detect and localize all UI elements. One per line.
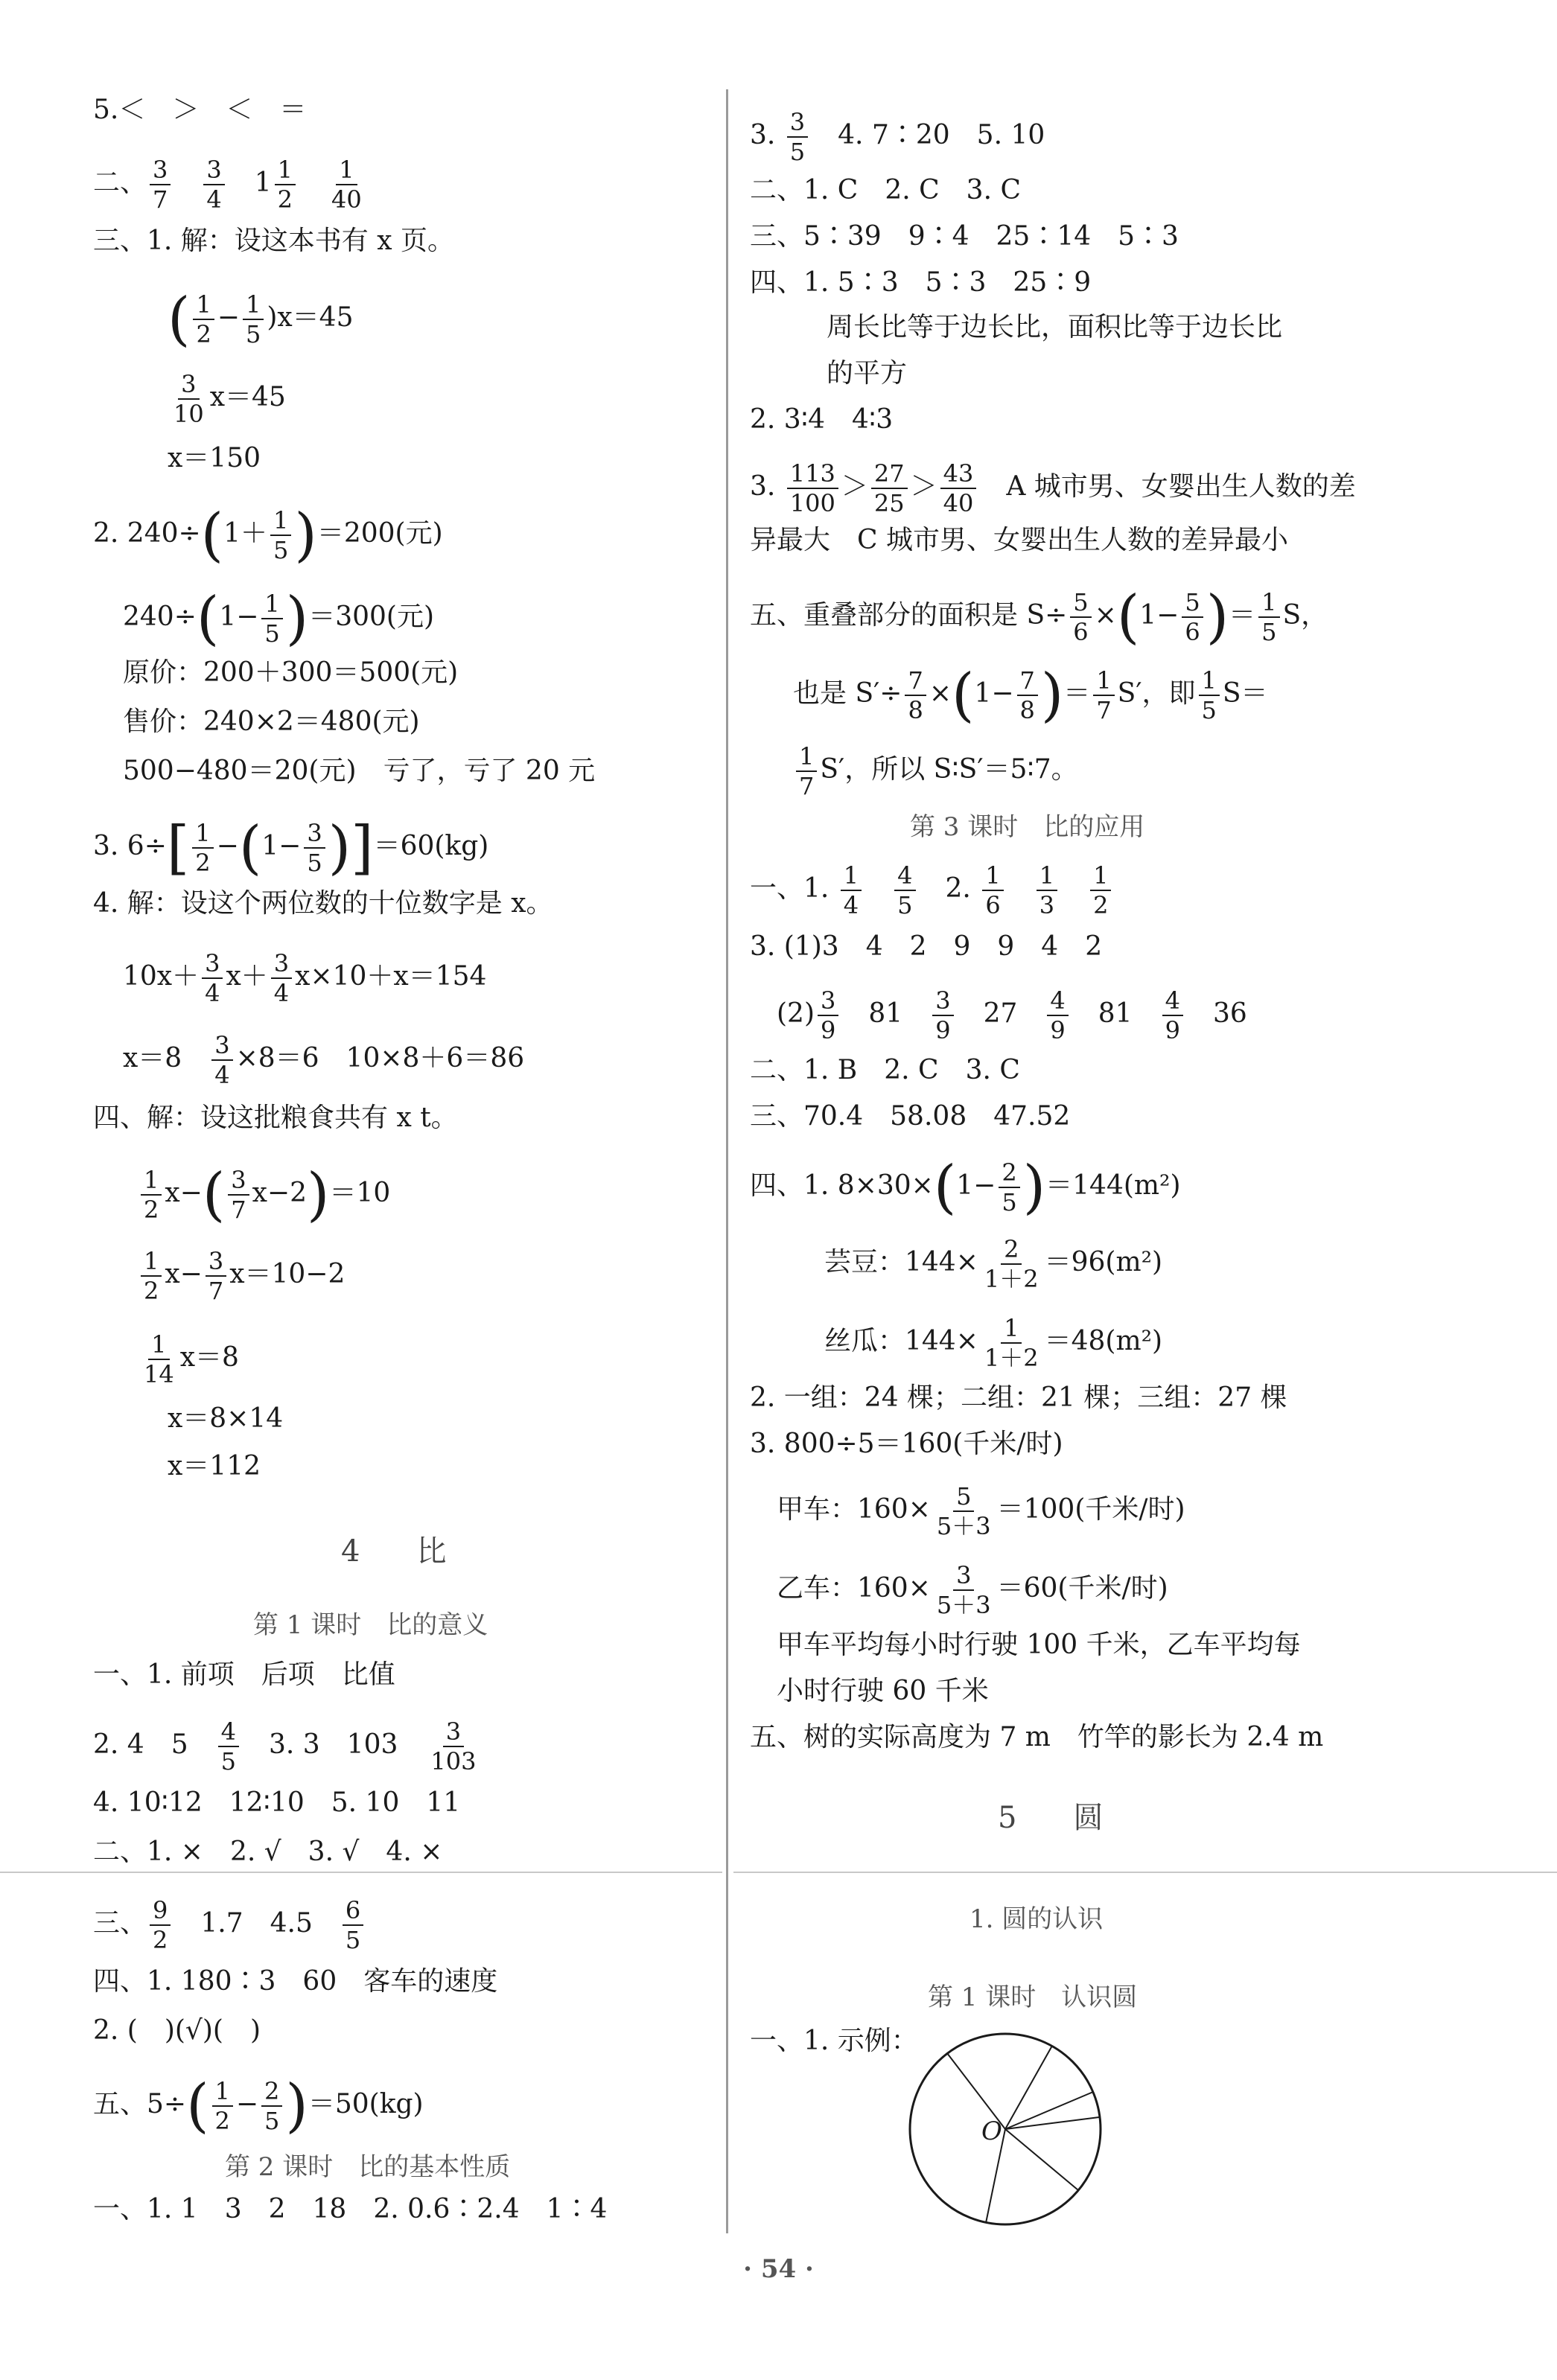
section-title: 第 3 课时 比的应用 <box>910 812 1145 842</box>
equation-line: x＝112 <box>168 1451 261 1481</box>
chapter-title: 5 圆 <box>998 1801 1117 1835</box>
answer-line: 二、1. C 2. C 3. C <box>750 175 1022 205</box>
horizontal-rule-right <box>733 1872 1557 1873</box>
answer-line: 2. 3∶4 4∶3 <box>750 404 894 435</box>
answer-line: 二、 $\frac{3}{7}$ $\frac{3}{4}$ 1 $\frac{1}{2}$ $\frac{1}{40}$ <box>93 158 368 211</box>
radius-line <box>1005 2046 1052 2129</box>
fraction: $\frac{4}{9}$ <box>1047 989 1068 1042</box>
equation-line: ( $\frac{1}{2}$ − $\frac{1}{5}$ )x＝45 <box>168 286 354 353</box>
chapter-title: 4 比 <box>341 1534 460 1569</box>
fraction: $\frac{1}{5}$ <box>1258 590 1279 644</box>
answer-line: 三、70.4 58.08 47.52 <box>750 1101 1071 1132</box>
section-title: 1. 圆的认识 <box>969 1904 1104 1934</box>
answer-line: 三、1. 解：设这本书有 x 页。 <box>93 226 454 256</box>
fraction: $\frac{43}{40}$ <box>940 462 977 515</box>
fraction: $\frac{9}{2}$ <box>150 1898 171 1952</box>
equation-line: x＝150 <box>168 443 261 473</box>
answer-line: 周长比等于边长比，面积比等于边长比 <box>827 312 1283 342</box>
fraction: $\frac{3}{103}$ <box>430 1717 477 1776</box>
fraction: $\frac{1}{3}$ <box>1037 864 1057 917</box>
fraction: $\frac{1}{5}$ <box>270 508 291 562</box>
equation-line: x＝8 $\frac{3}{4}$ ×8＝6 10×8＋6＝86 <box>123 1031 525 1089</box>
fraction: $\frac{1}{2}$ <box>275 158 296 211</box>
answer-line: 二、1. × 2. √ 3. √ 4. × <box>93 1837 443 1867</box>
fraction: $\frac{1}{6}$ <box>982 864 1003 917</box>
fraction: $\frac{1}{2}$ <box>141 1249 162 1303</box>
equation-line: x＝8×14 <box>168 1403 284 1434</box>
fraction: $\frac{3}{7}$ <box>150 158 171 211</box>
answer-line: 一、1. 示例： <box>750 2026 918 2056</box>
answer-line: (2) $\frac{3}{9}$ 81 $\frac{3}{9}$ 27 $\frac{4}{9}$ 81 $\frac{4}{9}$ 36 <box>777 986 1247 1044</box>
fraction: $\frac{1}{2}$ <box>192 821 213 875</box>
fraction: $\frac{1}{7}$ <box>1093 669 1114 722</box>
section-title: 第 2 课时 比的基本性质 <box>225 2152 511 2182</box>
equation-line: $\frac{1}{14}$ x＝8 <box>138 1333 239 1386</box>
fraction: $\frac{1}{2}$ <box>141 1168 162 1222</box>
equation-line: 240÷(1− $\frac{1}{5}$ )＝300(元) <box>123 585 435 652</box>
answer-line: 也是 S′÷ $\frac{7}{8}$ ×(1− $\frac{7}{8}$ )＝ $\frac{1}{7}$ S′，即 $\frac{1}{5}$ S＝ <box>793 662 1268 729</box>
answer-line: 五、5÷( $\frac{1}{2}$ − $\frac{2}{5}$ )＝50(kg) <box>93 2073 424 2140</box>
fraction: $\frac{113}{100}$ <box>787 462 838 515</box>
fraction: $\frac{4}{5}$ <box>894 864 915 917</box>
answer-line: 五、树的实际高度为 7 m 竹竿的影长为 2.4 m <box>750 1722 1324 1752</box>
answer-line: 甲车平均每小时行驶 100 千米，乙车平均每 <box>777 1630 1301 1660</box>
equation-line: 500−480＝20(元) 亏了，亏了 20 元 <box>123 756 596 786</box>
equation-line: 乙车：160× $\frac{3}{5+3}$ ＝60(千米/时) <box>777 1561 1168 1619</box>
fraction: $\frac{1}{2}$ <box>1090 864 1111 917</box>
answer-line: 3. 800÷5＝160(千米/时) <box>750 1429 1063 1459</box>
fraction: $\frac{3}{7}$ <box>206 1249 226 1303</box>
fraction: $\frac{1}{40}$ <box>331 156 362 214</box>
equation-line: 原价：200＋300＝500(元) <box>123 657 459 688</box>
answer-line: 四、1. 5∶3 5∶3 25∶9 <box>750 267 1092 298</box>
answer-line: 一、1. 前项 后项 比值 <box>93 1659 395 1690</box>
fraction: $\frac{1}{5}$ <box>243 293 264 346</box>
fraction: $\frac{27}{25}$ <box>871 462 908 515</box>
fraction: $\frac{5}{6}$ <box>1070 590 1091 644</box>
fraction: $\frac{3}{5+3}$ <box>936 1561 991 1619</box>
answer-line: 四、1. 180∶3 60 客车的速度 <box>93 1966 498 1997</box>
answer-line: 三、5∶39 9∶4 25∶14 5∶3 <box>750 221 1179 252</box>
fraction: $\frac{3}{10}$ <box>173 370 204 428</box>
section-title: 第 1 课时 比的意义 <box>253 1610 488 1640</box>
equation-line: 售价：240×2＝480(元) <box>123 706 420 737</box>
fraction: $\frac{2}{5}$ <box>261 2079 282 2133</box>
radius-line <box>1005 2129 1078 2190</box>
fraction: $\frac{4}{5}$ <box>218 1720 239 1773</box>
equation-line: $\frac{1}{2}$ x− $\frac{3}{7}$ x＝10−2 <box>138 1249 345 1303</box>
page-number: · 54 · <box>743 2254 814 2284</box>
equation-line: 丝瓜：144× $\frac{1}{1+2}$ ＝48(m²) <box>824 1314 1163 1372</box>
answer-line: 2. 一组：24 棵；二组：21 棵；三组：27 棵 <box>750 1382 1287 1413</box>
answer-line: 四、1. 8×30×(1− $\frac{2}{5}$ )＝144(m²) <box>750 1154 1181 1221</box>
page-number-value: 54 <box>760 2254 797 2284</box>
center-label: O <box>981 2116 1002 2146</box>
fraction: $\frac{3}{9}$ <box>932 989 953 1042</box>
answer-line: 四、解：设这批粮食共有 x t。 <box>93 1103 458 1133</box>
answer-line: 小时行驶 60 千米 <box>777 1676 989 1706</box>
answer-line: 2. 240÷(1＋ $\frac{1}{5}$ )＝200(元) <box>93 502 443 569</box>
answer-line: 三、 $\frac{9}{2}$ 1.7 4.5 $\frac{6}{5}$ <box>93 1898 366 1952</box>
fraction: $\frac{5}{6}$ <box>1182 590 1203 644</box>
answer-line: 3. (1)3 4 2 9 9 4 2 <box>750 931 1103 962</box>
answer-line: 一、1. 1 3 2 18 2. 0.6∶2.4 1∶4 <box>93 2194 608 2224</box>
section-title: 第 1 课时 认识圆 <box>928 1982 1138 2012</box>
answer-line: 4. 10∶12 12∶10 5. 10 11 <box>93 1787 461 1818</box>
circle-diagram <box>894 2025 1117 2233</box>
fraction: $\frac{3}{4}$ <box>211 1033 232 1087</box>
answer-line: 2. 4 5 $\frac{4}{5}$ 3. 3 103 $\frac{3}{103}$ <box>93 1720 482 1773</box>
fraction: $\frac{7}{8}$ <box>905 669 926 722</box>
fraction: $\frac{3}{4}$ <box>202 951 223 1005</box>
fraction: $\frac{3}{4}$ <box>203 158 224 211</box>
fraction: $\frac{3}{7}$ <box>228 1168 249 1222</box>
fraction: $\frac{3}{5}$ <box>304 821 325 875</box>
fraction: $\frac{1}{2}$ <box>193 293 214 346</box>
answer-line: 4. 解：设这个两位数的十位数字是 x。 <box>93 888 553 919</box>
fraction: $\frac{7}{8}$ <box>1017 669 1038 722</box>
fraction: $\frac{6}{5}$ <box>343 1898 363 1952</box>
answer-line: 5.＜ ＞ ＜ ＝ <box>93 95 307 125</box>
fraction: $\frac{2}{1+2}$ <box>984 1235 1039 1293</box>
fraction: $\frac{4}{9}$ <box>1162 989 1183 1042</box>
equation-line: 甲车：160× $\frac{5}{5+3}$ ＝100(千米/时) <box>777 1482 1185 1540</box>
fraction: $\frac{5}{5+3}$ <box>936 1482 991 1540</box>
equation-line: $\frac{1}{2}$ x−( $\frac{3}{7}$ x−2)＝10 <box>138 1166 390 1224</box>
answer-line: $\frac{1}{7}$ S′，所以 S∶S′＝5∶7。 <box>793 744 1078 798</box>
answer-line: 一、1. $\frac{1}{4}$ $\frac{4}{5}$ 2. $\frac{1}{6}$ $\frac{1}{3}$ $\frac{1}{2}$ <box>750 864 1114 917</box>
fraction: $\frac{1}{5}$ <box>1199 669 1220 722</box>
answer-line: 五、重叠部分的面积是 S÷ $\frac{5}{6}$ ×(1− $\frac{5}{6}$ )＝ $\frac{1}{5}$ S， <box>750 584 1328 651</box>
fraction: $\frac{1}{1+2}$ <box>984 1314 1039 1372</box>
fraction: $\frac{3}{4}$ <box>271 951 292 1005</box>
answer-line: 异最大 C 城市男、女婴出生人数的差异最小 <box>750 525 1288 555</box>
equation-line: 10x＋ $\frac{3}{4}$ x＋ $\frac{3}{4}$ x×10＋x＝154 <box>123 949 487 1007</box>
column-divider <box>726 89 728 2233</box>
fraction: $\frac{2}{5}$ <box>999 1161 1019 1214</box>
equation-line: $\frac{3}{10}$ x＝45 <box>168 372 286 426</box>
fraction: $\frac{3}{9}$ <box>818 989 838 1042</box>
answer-line: 的平方 <box>827 358 908 389</box>
fraction: $\frac{1}{4}$ <box>841 864 862 917</box>
fraction: $\frac{3}{5}$ <box>787 110 808 164</box>
fraction: $\frac{1}{7}$ <box>796 744 817 798</box>
answer-line: 二、1. B 2. C 3. C <box>750 1055 1020 1085</box>
fraction: $\frac{1}{2}$ <box>212 2079 233 2133</box>
equation-line: 芸豆：144× $\frac{2}{1+2}$ ＝96(m²) <box>824 1235 1163 1293</box>
answer-line: 3. $\frac{113}{100}$ ＞ $\frac{27}{25}$ ＞ $\frac{43}{40}$ A 城市男、女婴出生人数的差 <box>750 459 1356 517</box>
horizontal-rule-left <box>0 1872 722 1873</box>
fraction: $\frac{1}{5}$ <box>261 592 282 645</box>
answer-line: 3. 6÷[ $\frac{1}{2}$ −(1− $\frac{3}{5}$ )]＝60(kg) <box>93 814 489 881</box>
answer-line: 3. $\frac{3}{5}$ 4. 7∶20 5. 10 <box>750 108 1045 166</box>
answer-line: 2. ( )(√)( ) <box>93 2015 261 2046</box>
fraction: $\frac{1}{14}$ <box>144 1330 174 1388</box>
